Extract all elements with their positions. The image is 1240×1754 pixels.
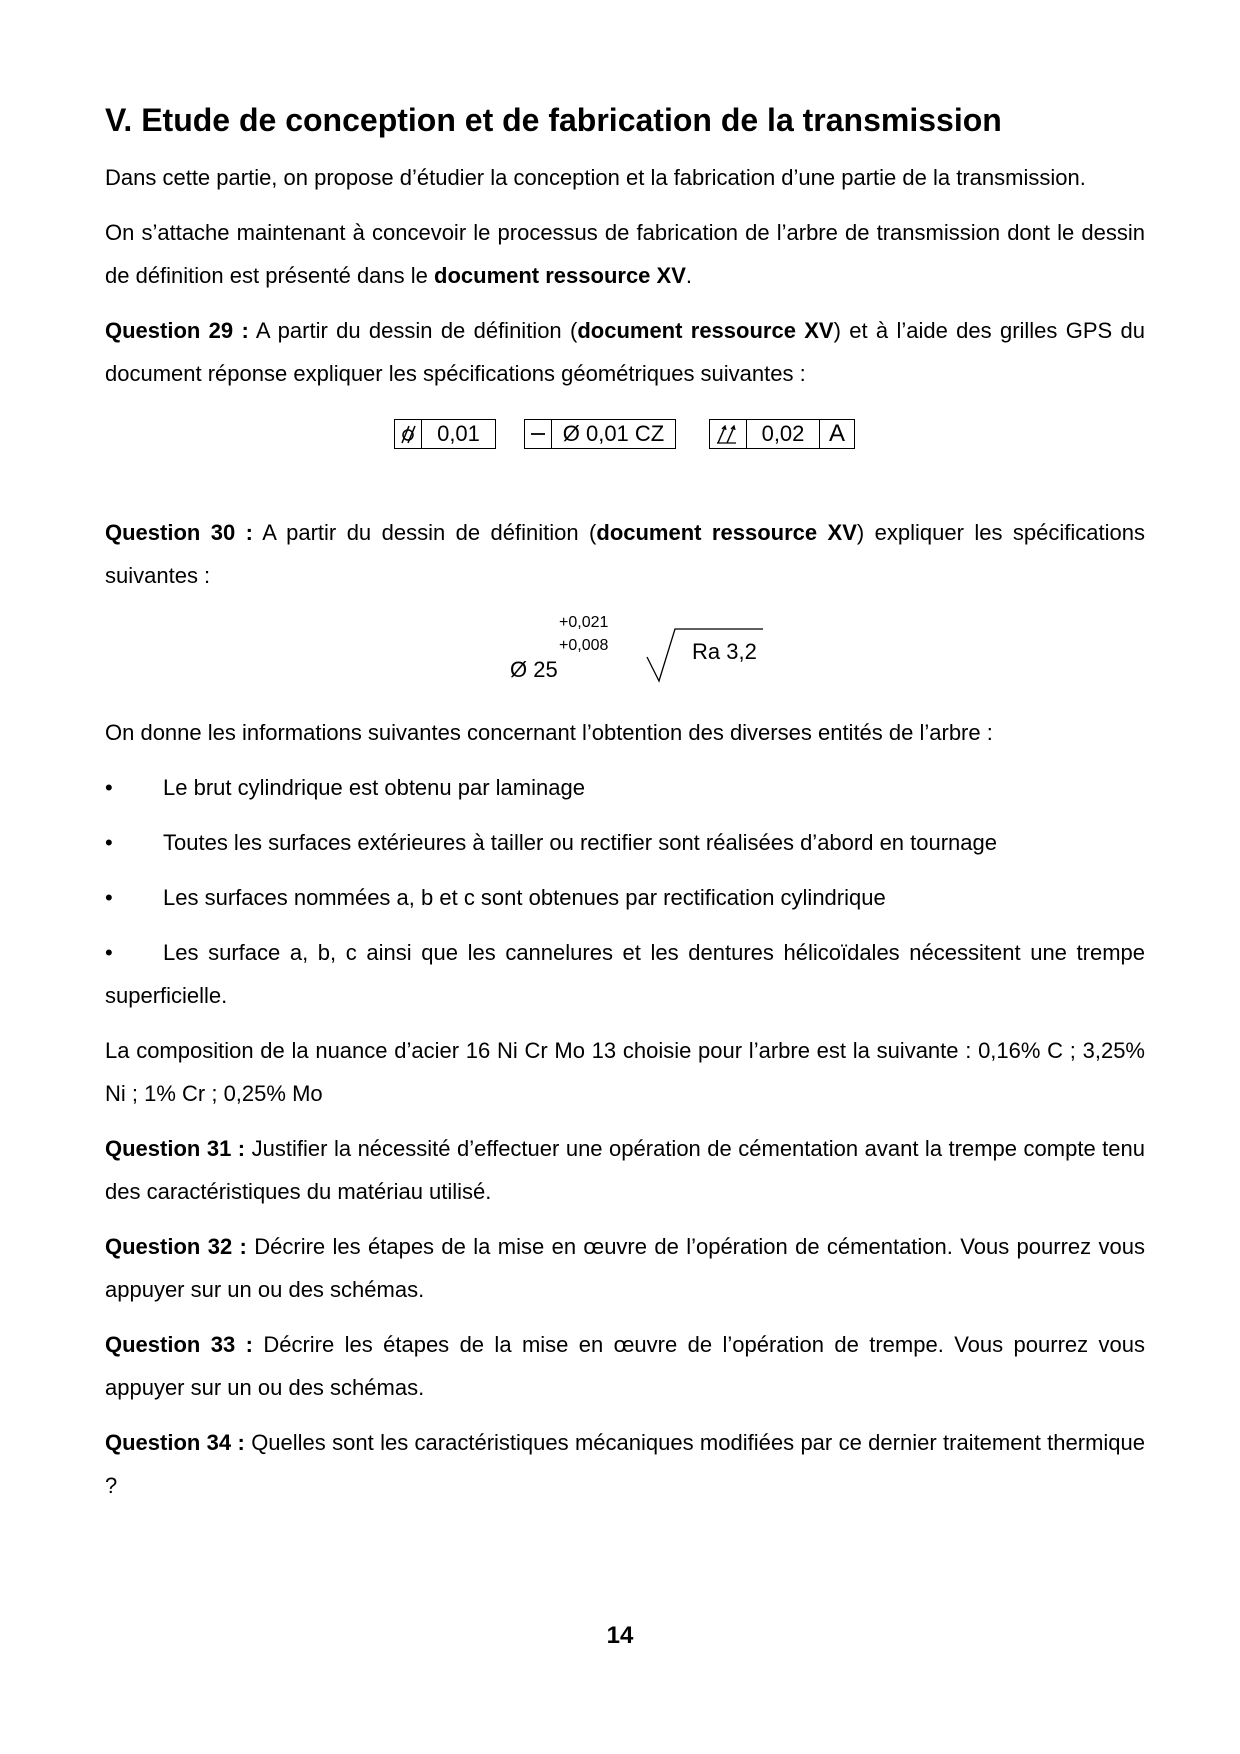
bullet-text: Le brut cylindrique est obtenu par laminage	[163, 774, 585, 800]
question-33-text: Décrire les étapes de la mise en œuvre de l’opération de trempe. Vous pourrez vous appuyer sur un ou des schémas.	[105, 1331, 1145, 1400]
section-title: V. Etude de conception et de fabrication de la transmission	[105, 102, 1002, 138]
intro2-ref: document ressource XV	[434, 262, 686, 288]
question-32-text: Décrire les étapes de la mise en œuvre de l’opération de cémentation. Vous pourrez vous appuyer sur un ou des schémas.	[105, 1233, 1145, 1302]
bullet-icon: •	[105, 939, 113, 965]
list-item	[105, 876, 1145, 919]
total-runout-icon	[710, 420, 747, 448]
diameter-dimension: Ø 25	[510, 656, 558, 682]
question-29-text-a: A partir du dessin de définition (	[248, 317, 578, 343]
gps-frame-1-value: 0,01	[437, 420, 480, 446]
question-34-label: Question 34 :	[105, 1429, 245, 1455]
gps-frame-2-value: Ø 0,01 CZ	[562, 420, 665, 446]
lower-deviation: +0,008	[559, 636, 609, 654]
question-29-text-b: ) et à l’aide des grilles GPS du document réponse expliquer les spécifications géométriques suivantes :	[105, 317, 1145, 386]
question-31-label: Question 31 :	[105, 1135, 246, 1161]
question-29-ref: document ressource XV	[577, 317, 834, 343]
question-29-label: Question 29 :	[105, 317, 249, 343]
list-item	[105, 931, 1145, 1017]
question-34-text: Quelles sont les caractéristiques mécaniques modifiées par ce dernier traitement thermique ?	[105, 1429, 1146, 1498]
intro2-end: .	[685, 262, 693, 288]
tolerance-specifications	[105, 609, 1145, 699]
gps-specifications	[105, 407, 1145, 487]
question-29	[105, 309, 1145, 395]
gps-frame-cylindricity	[394, 419, 496, 449]
gps-frame-runout	[709, 419, 855, 449]
intro2-text: On s’attache maintenant à concevoir le processus de fabrication de l’arbre de transmission dont le dessin de définition est présenté dans le	[105, 219, 1145, 288]
question-30-label: Question 30 :	[105, 519, 254, 545]
bullet-text: Les surfaces nommées a, b et c sont obtenues par rectification cylindrique	[163, 884, 886, 910]
list-item	[105, 821, 1145, 864]
intro-paragraph-1: Dans cette partie, on propose d’étudier la conception et la fabrication d’une partie de la transmission.	[105, 164, 1086, 190]
question-32-label: Question 32 :	[105, 1233, 247, 1259]
cylindricity-icon	[395, 420, 422, 448]
roughness-value: Ra 3,2	[692, 638, 757, 664]
page-content	[105, 100, 1145, 1519]
info-intro: On donne les informations suivantes concernant l’obtention des diverses entités de l’arbre :	[105, 719, 993, 745]
list-item	[105, 766, 1145, 809]
bullet-list	[105, 766, 1145, 1017]
question-30	[105, 511, 1145, 597]
question-31-text: Justifier la nécessité d’effectuer une opération de cémentation avant la trempe compte tenu des caractéristiques du matériau utilisé.	[105, 1135, 1145, 1204]
gps-frame-straightness	[524, 419, 676, 449]
question-30-text-b: ) expliquer les spécifications suivantes :	[105, 519, 1145, 588]
question-34	[105, 1421, 1145, 1507]
intro-paragraph-2	[105, 211, 1145, 297]
question-30-ref: document ressource XV	[596, 519, 857, 545]
gps-frame-3-value: 0,02	[747, 420, 820, 448]
question-33	[105, 1323, 1145, 1409]
question-30-text-a: A partir du dessin de définition (	[253, 519, 597, 545]
composition-paragraph: La composition de la nuance d’acier 16 Ni Cr Mo 13 choisie pour l’arbre est la suivante : 0,16% C ; 3,25% Ni ; 1% Cr ; 0,25% Mo	[105, 1037, 1145, 1106]
question-32	[105, 1225, 1145, 1311]
bullet-icon: •	[105, 884, 113, 910]
bullet-icon: •	[105, 829, 113, 855]
upper-deviation: +0,021	[559, 613, 609, 631]
question-33-label: Question 33 :	[105, 1331, 253, 1357]
question-31	[105, 1127, 1145, 1213]
straightness-icon	[525, 420, 552, 448]
bullet-text: Toutes les surfaces extérieures à tailler ou rectifier sont réalisées d’abord en tournage	[163, 829, 998, 855]
bullet-icon: •	[105, 774, 113, 800]
page-number: 14	[606, 1622, 634, 1649]
bullet-text: Les surface a, b, c ainsi que les cannelures et les dentures hélicoïdales nécessitent une trempe superficielle.	[105, 939, 1145, 1008]
gps-frame-3-datum: A	[828, 419, 845, 447]
